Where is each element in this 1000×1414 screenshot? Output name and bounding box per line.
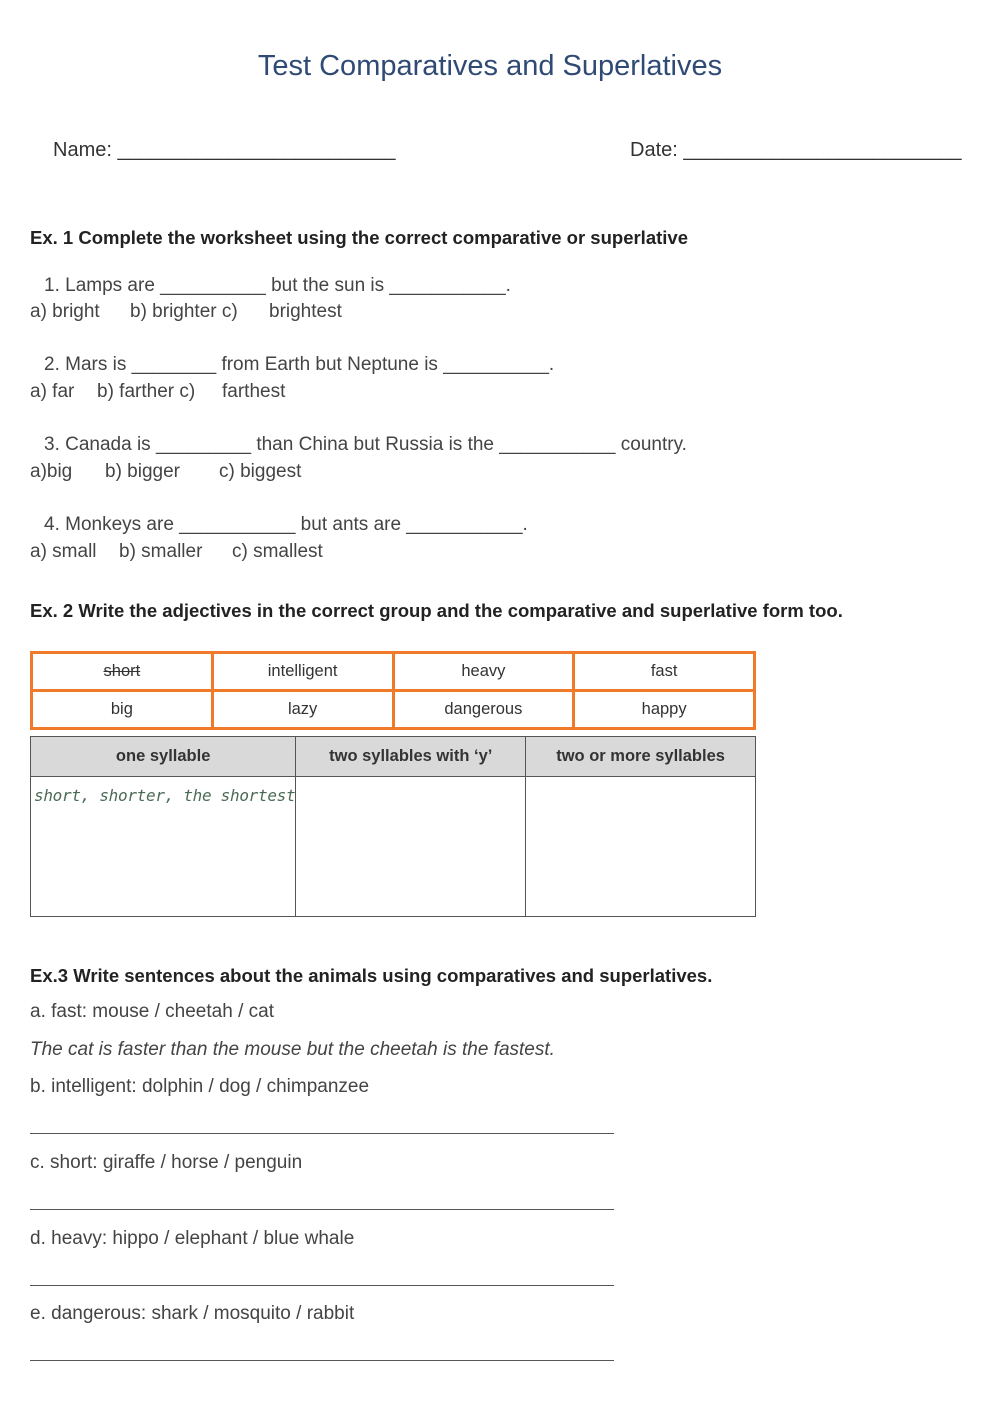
column-two-or-more-syllables: two or more syllables bbox=[526, 737, 756, 777]
ex1-q2-option-b[interactable]: b) farther c) bbox=[97, 381, 196, 402]
word-bank-cell bbox=[574, 691, 755, 729]
date-field[interactable]: Date: _________________________ bbox=[630, 139, 962, 161]
ex1-q4-option-b[interactable]: b) smaller bbox=[119, 541, 203, 562]
word-bank-row bbox=[32, 653, 755, 691]
column-one-syllable: one syllable bbox=[31, 737, 296, 777]
ex1-question-2: 2. Mars is ________ from Earth but Neptune is __________. bbox=[44, 354, 555, 375]
ex1-q1-option-c[interactable]: brightest bbox=[269, 301, 342, 322]
ex1-q2-option-a[interactable]: a) far bbox=[30, 381, 75, 402]
word-bank-cell bbox=[32, 653, 213, 691]
word-bank-row bbox=[32, 691, 755, 729]
word-dangerous: dangerous bbox=[444, 700, 523, 718]
ex3-heading: Ex.3 Write sentences about the animals using comparatives and superlatives. bbox=[30, 965, 713, 986]
groups-answer-row bbox=[31, 777, 756, 917]
name-field[interactable]: Name: _________________________ bbox=[53, 139, 396, 161]
ex1-question-4: 4. Monkeys are ___________ but ants are ___________. bbox=[44, 514, 528, 535]
word-bank-cell bbox=[393, 691, 574, 729]
ex3-item-e: e. dangerous: shark / mosquito / rabbit bbox=[30, 1303, 355, 1324]
ex1-q2-option-c[interactable]: farthest bbox=[222, 381, 286, 402]
ex1-q4-option-c[interactable]: c) smallest bbox=[232, 541, 323, 562]
page-title: Test Comparatives and Superlatives bbox=[257, 50, 723, 82]
ex1-question-1: 1. Lamps are __________ but the sun is ___________. bbox=[44, 275, 511, 296]
groups-header-row bbox=[31, 737, 756, 777]
answer-line-e[interactable] bbox=[30, 1360, 614, 1361]
word-big: big bbox=[110, 700, 133, 718]
ex1-q3-option-a[interactable]: a)big bbox=[30, 461, 73, 482]
syllable-groups-table bbox=[30, 736, 756, 917]
ex1-question-3: 3. Canada is _________ than China but Russia is the ___________ country. bbox=[44, 434, 687, 455]
ex1-q4-option-a[interactable]: a) small bbox=[30, 541, 97, 562]
answer-line-d[interactable] bbox=[30, 1285, 614, 1286]
answer-line-b[interactable] bbox=[30, 1133, 614, 1134]
word-bank-cell bbox=[212, 691, 393, 729]
ex1-q1-option-b[interactable]: b) brighter c) bbox=[130, 301, 238, 322]
word-happy: happy bbox=[641, 700, 687, 718]
ex3-item-c: c. short: giraffe / horse / penguin bbox=[30, 1152, 303, 1173]
ex1-q1-option-a[interactable]: a) bright bbox=[30, 301, 100, 322]
example-answer-handwritten: short, shorter, the shortest bbox=[34, 786, 296, 805]
ex1-q3-option-c[interactable]: c) biggest bbox=[219, 461, 302, 482]
word-fast: fast bbox=[650, 662, 678, 680]
column-two-syllables-y: two syllables with ‘y’ bbox=[296, 737, 526, 777]
more-syllables-answer-cell[interactable] bbox=[526, 777, 756, 917]
two-syllables-answer-cell[interactable] bbox=[296, 777, 526, 917]
word-bank-cell bbox=[574, 653, 755, 691]
word-bank-cell bbox=[393, 653, 574, 691]
answer-line-c[interactable] bbox=[30, 1209, 614, 1210]
word-bank-table bbox=[30, 651, 756, 730]
ex3-example-answer: The cat is faster than the mouse but the cheetah is the fastest. bbox=[30, 1039, 555, 1060]
ex3-item-a: a. fast: mouse / cheetah / cat bbox=[30, 1001, 274, 1022]
word-short: short bbox=[103, 662, 141, 680]
ex3-item-b: b. intelligent: dolphin / dog / chimpanzee bbox=[30, 1076, 370, 1097]
word-bank-cell bbox=[212, 653, 393, 691]
word-heavy: heavy bbox=[461, 662, 506, 680]
word-lazy: lazy bbox=[287, 700, 318, 718]
ex3-item-d: d. heavy: hippo / elephant / blue whale bbox=[30, 1228, 355, 1249]
word-intelligent: intelligent bbox=[267, 662, 338, 680]
word-bank-cell bbox=[32, 691, 213, 729]
ex1-q3-option-b[interactable]: b) bigger bbox=[105, 461, 180, 482]
one-syllable-answer-cell[interactable] bbox=[31, 777, 296, 917]
ex1-heading: Ex. 1 Complete the worksheet using the correct comparative or superlative bbox=[30, 227, 688, 248]
ex2-heading: Ex. 2 Write the adjectives in the correct group and the comparative and superlative form too. bbox=[30, 600, 843, 621]
